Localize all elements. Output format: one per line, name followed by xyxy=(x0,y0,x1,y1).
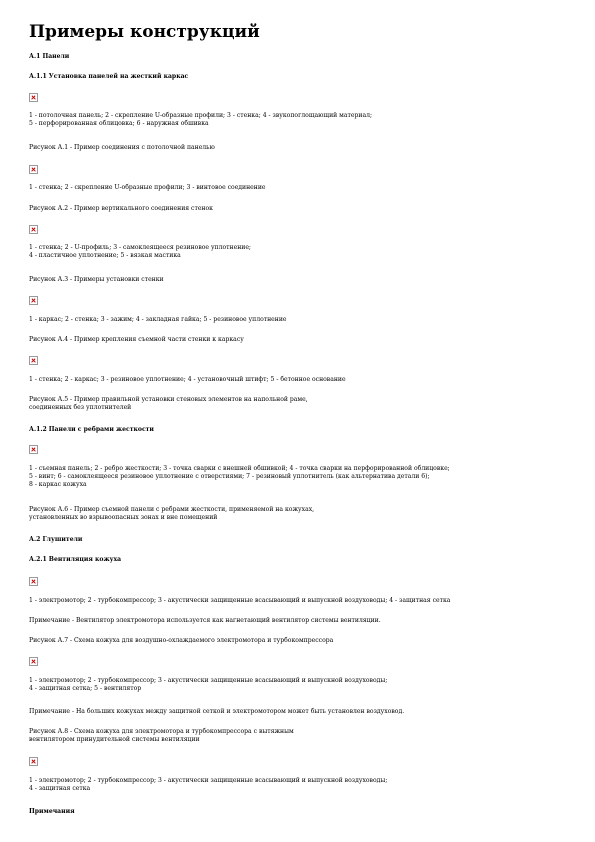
text-line: 5 - перфорированная облицовка; 6 - наружная обшивка xyxy=(29,120,209,127)
text-line: 1 - стенка; 2 - каркас; 3 - резиновое уплотнение; 4 - установочный штифт; 5 - бетонное основание xyxy=(29,376,346,383)
figure-caption xyxy=(29,336,244,344)
text-line: 1 - съемная панель; 2 - ребро жесткости; 3 - точка сварки с внешней обшивкой; 4 - точка сварки на перфорированной облицовке; xyxy=(29,465,450,472)
text-line: 1 - электромотор; 2 - турбокомпрессор; 3 - акустически защищенные всасывающий и выпускной воздуховоды; xyxy=(29,777,388,784)
text-line: 4 - защитная сетка xyxy=(29,785,91,792)
text-line: Рисунок А.4 - Пример крепления съемной части стенки к каркасу xyxy=(29,336,244,343)
figure-caption xyxy=(29,506,314,522)
text-line: Рисунок А.5 - Пример правильной установки стеновых элементов на напольной раме, xyxy=(29,396,308,403)
figure-legend xyxy=(29,677,387,693)
text-line: 1 - стенка; 2 - скрепление U-образные профили; 3 - винтовое соединение xyxy=(29,184,266,191)
note-text xyxy=(29,617,381,625)
section-heading: А.2.1 Вентиляция кожуха xyxy=(29,556,122,563)
figure-caption xyxy=(29,637,333,645)
figure-legend xyxy=(29,112,372,128)
broken-image-icon xyxy=(29,225,38,234)
broken-image-icon xyxy=(29,577,38,586)
section-heading: А.1 Панели xyxy=(29,53,70,60)
text-line: соединенных без уплотнителей xyxy=(29,404,132,411)
text-line: 1 - каркас; 2 - стенка; 3 - зажим; 4 - закладная гайка; 5 - резиновое уплотнение xyxy=(29,316,287,323)
broken-image-icon xyxy=(29,657,38,666)
figure-legend xyxy=(29,777,387,793)
text-line: 1 - потолочная панель; 2 - скрепление U-образные профили; 3 - стенка; 4 - звукопоглощающий материал; xyxy=(29,112,373,119)
figure-caption xyxy=(29,396,308,412)
text-line: Рисунок А.1 - Пример соединения с потолочной панелью xyxy=(29,144,215,151)
text-line: 1 - стенка; 2 - U-профиль; 3 - самоклеящееся резиновое уплотнение; xyxy=(29,244,251,251)
section-heading: Примечания xyxy=(29,808,75,815)
broken-image-icon xyxy=(29,165,38,174)
broken-image-icon xyxy=(29,296,38,305)
broken-image-icon xyxy=(29,445,38,454)
text-line: 8 - каркас кожуха xyxy=(29,481,87,488)
figure-legend xyxy=(29,316,287,324)
text-line: Рисунок А.8 - Схема кожуха для электромотора и турбокомпрессора с вытяжным xyxy=(29,728,294,735)
text-line: 1 - электромотор; 2 - турбокомпрессор; 3 - акустически защищенные всасывающий и выпускной воздуховоды; 4 - защитная сетка xyxy=(29,597,451,604)
broken-image-icon xyxy=(29,757,38,766)
text-line: Рисунок А.3 - Примеры установки стенки xyxy=(29,276,164,283)
text-line: Рисунок А.6 - Пример съемной панели с ребрами жесткости, применяемой на кожухах, xyxy=(29,506,315,513)
figure-legend xyxy=(29,244,251,260)
text-line: установленных во взрывоопасных зонах и вне помещений xyxy=(29,514,218,521)
text-line: Примечание - На больших кожухах между защитной сеткой и электромотором может быть установлен воздуховод. xyxy=(29,708,405,715)
figure-legend xyxy=(29,376,346,384)
text-line: 4 - защитная сетка; 5 - вентилятор xyxy=(29,685,142,692)
text-line: вентилятором принудительной системы вентиляции xyxy=(29,736,200,743)
broken-image-icon xyxy=(29,356,38,365)
text-line: 5 - винт; 6 - самоклеящееся резиновое уплотнение с отверстиями; 7 - резиновый уплотнитель (как альтернатива детали 6); xyxy=(29,473,430,480)
page-title: Примеры конструкций xyxy=(29,22,260,42)
note-text xyxy=(29,708,404,716)
figure-caption xyxy=(29,205,213,213)
text-line: Рисунок А.2 - Пример вертикального соединения стенок xyxy=(29,205,213,212)
figure-legend xyxy=(29,597,450,605)
figure-caption xyxy=(29,728,294,744)
section-heading: А.1.1 Установка панелей на жесткий каркас xyxy=(29,73,189,80)
figure-caption xyxy=(29,276,164,284)
broken-image-icon xyxy=(29,93,38,102)
text-line: 4 - пластичное уплотнение; 5 - вязкая мастика xyxy=(29,252,181,259)
figure-caption xyxy=(29,144,215,152)
text-line: Примечание - Вентилятор электромотора используется как нагнетающий вентилятор системы вентиляции. xyxy=(29,617,381,624)
section-heading: А.1.2 Панели с ребрами жесткости xyxy=(29,426,154,433)
text-line: Рисунок А.7 - Схема кожуха для воздушно-охлаждаемого электромотора и турбокомпрессора xyxy=(29,637,334,644)
text-line: 1 - электромотор; 2 - турбокомпрессор; 3 - акустически защищенные всасывающий и выпускной воздуховоды; xyxy=(29,677,388,684)
figure-legend xyxy=(29,184,266,192)
section-heading: А.2 Глушители xyxy=(29,536,83,543)
figure-legend xyxy=(29,465,450,489)
